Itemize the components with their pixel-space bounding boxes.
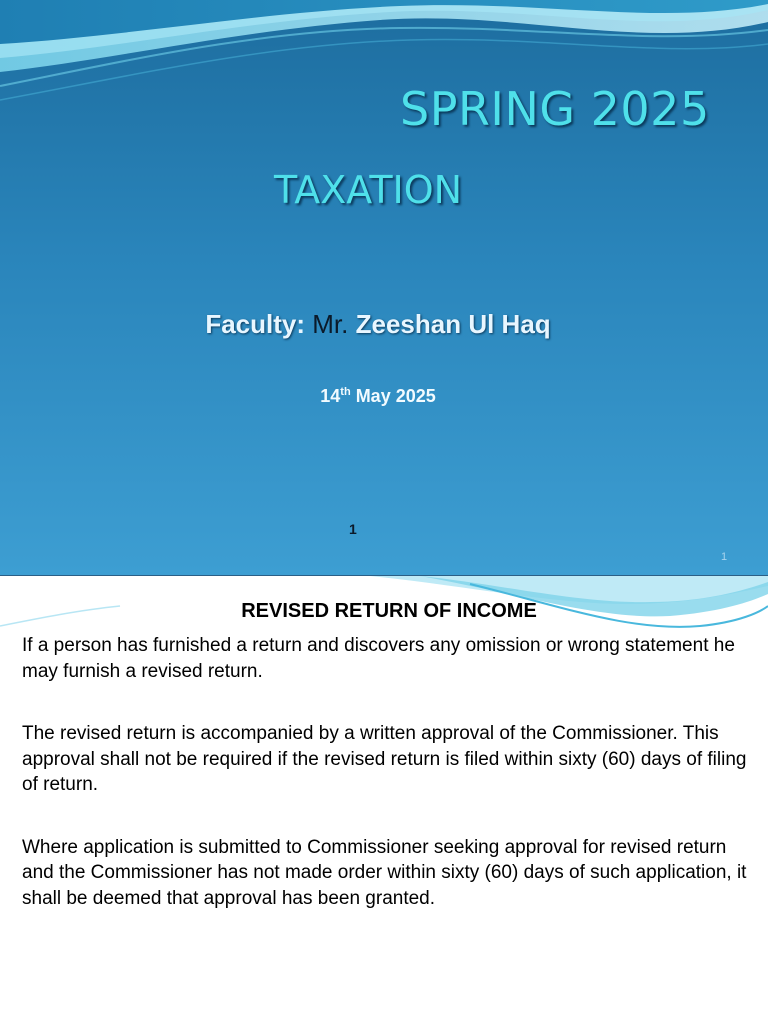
- body-paragraph: The revised return is accompanied by a written approval of the Commissioner. This approval shall not be required if the revised return is filed within sixty (60) days of filing of return.: [22, 723, 747, 795]
- slide-body: [22, 633, 758, 948]
- content-slide: [0, 575, 768, 1024]
- presentation-date: [0, 386, 756, 407]
- date-day: 14: [320, 386, 341, 406]
- slide-number-corner: 1: [721, 551, 728, 563]
- date-month-year: May 2025: [355, 386, 436, 406]
- faculty-colon: :: [296, 309, 306, 339]
- faculty-line: [0, 309, 756, 340]
- slide-heading: REVISED RETURN OF INCOME: [241, 600, 537, 622]
- faculty-name: Zeeshan Ul Haq: [355, 309, 551, 339]
- presentation-title: SPRING 2025: [400, 82, 710, 136]
- faculty-honorific: Mr.: [312, 309, 349, 339]
- presentation-subtitle: TAXATION: [274, 168, 463, 212]
- slide-number-center: 1: [349, 521, 357, 537]
- body-paragraph: Where application is submitted to Commissioner seeking approval for revised return and the Commissioner has not made order within sixty (60) days of such application, it shall be deemed that approval has been granted.: [22, 836, 747, 909]
- faculty-label: Faculty: [205, 309, 297, 339]
- date-suffix: th: [340, 386, 351, 398]
- body-paragraph: If a person has furnished a return and discovers any omission or wrong statement he may furnish a revised return.: [22, 635, 735, 682]
